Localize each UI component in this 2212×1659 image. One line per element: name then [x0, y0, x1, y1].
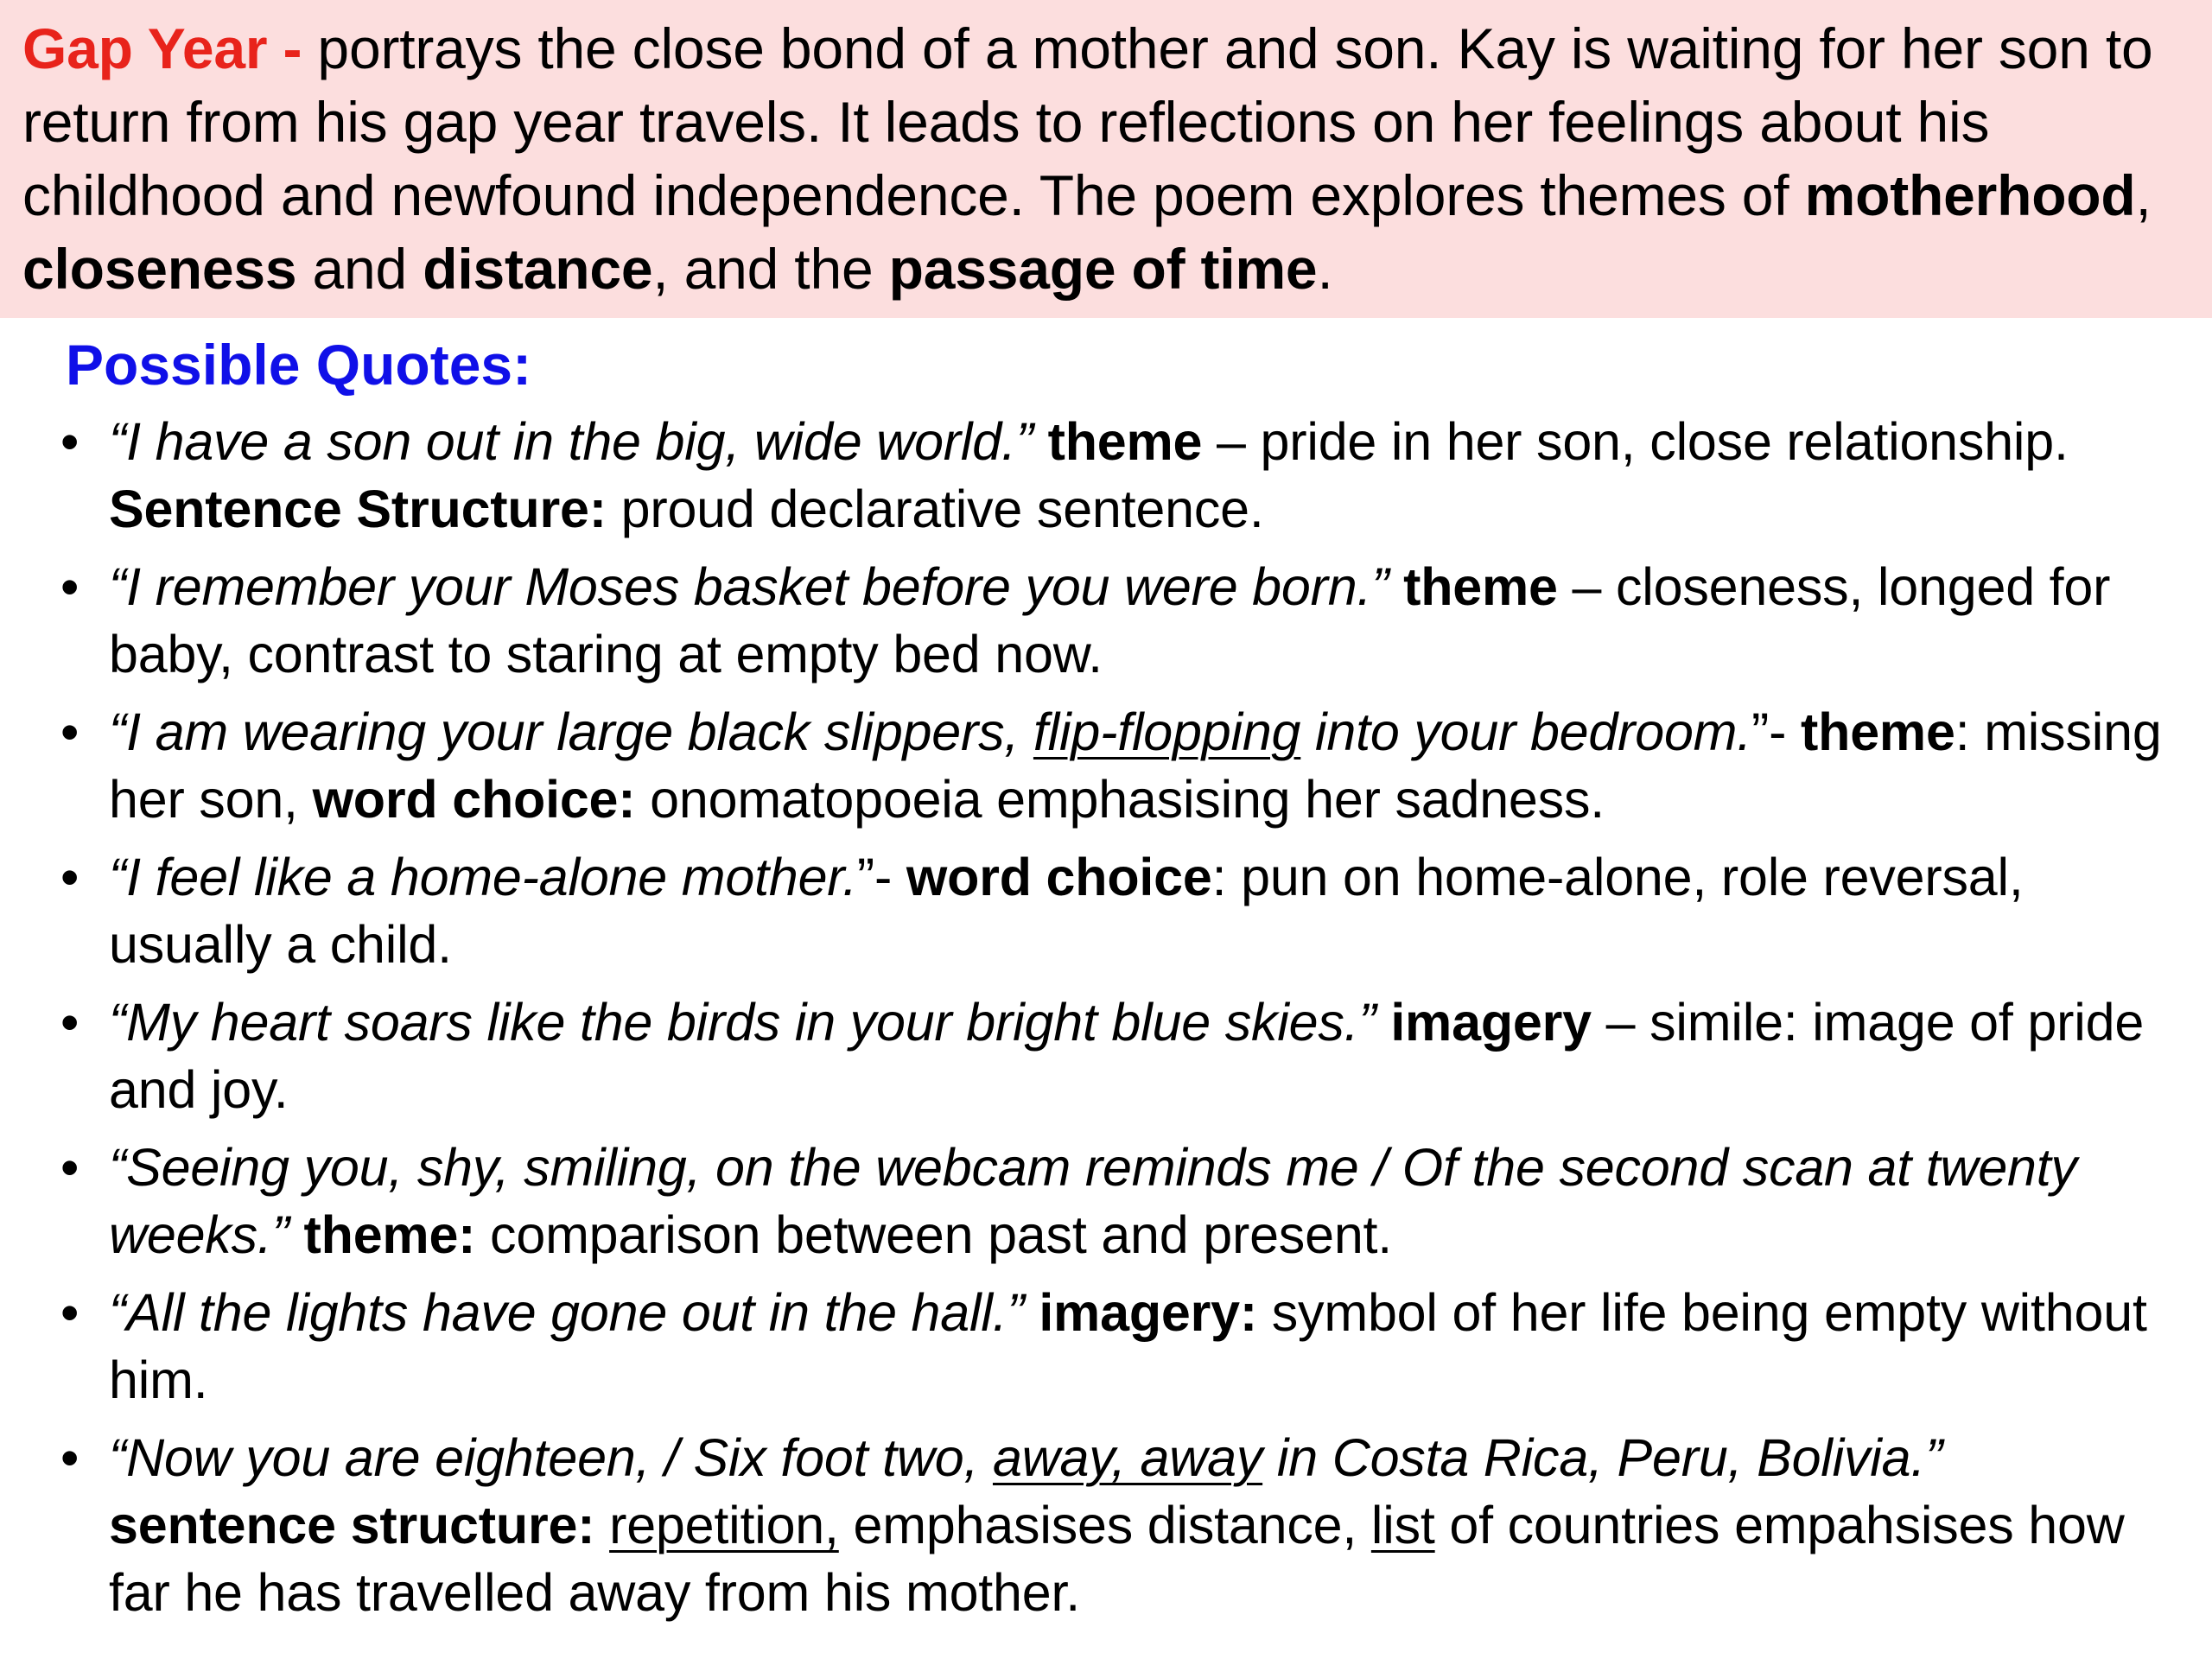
theme-closeness: closeness [22, 237, 297, 301]
bullet-icon: • [60, 702, 79, 761]
annotation-label: word choice: [312, 770, 636, 829]
annotation-underlined-word: repetition, [609, 1496, 839, 1554]
annotation-label: sentence structure: [109, 1496, 595, 1554]
annotation-text: of countries empahsises how far he has travelled away from his mother. [109, 1496, 2125, 1622]
annotation-label: imagery: [1039, 1283, 1257, 1342]
annotation-text: ”- [856, 848, 906, 906]
annotation-text: symbol of her life being empty without him. [109, 1283, 2147, 1409]
annotation-label: theme [1801, 702, 1955, 761]
annotation-text: proud declarative sentence. [606, 480, 1264, 538]
quote-text: into your bedroom. [1300, 702, 1752, 761]
spacer [1025, 1283, 1039, 1342]
intro-separator: , and the [652, 237, 889, 301]
bullet-icon: • [60, 1283, 79, 1342]
theme-distance: distance [423, 237, 653, 301]
quote-text: in Costa Rica, Peru, Bolivia.” [1262, 1428, 1943, 1487]
quotes-list [0, 408, 2195, 1637]
quote-text: “Now you are eighteen, / Six foot two, [109, 1428, 993, 1487]
annotation-label: theme [1047, 412, 1203, 471]
list-item [0, 553, 2195, 688]
list-item [0, 408, 2195, 543]
list-item [0, 1424, 2195, 1626]
bullet-icon: • [60, 1138, 79, 1197]
possible-quotes-heading: Possible Quotes: [66, 333, 532, 397]
annotation-label: theme [1403, 557, 1558, 616]
intro-separator: , [2135, 163, 2152, 227]
annotation-text: – pride in her son, close relationship. [1202, 412, 2069, 471]
bullet-icon: • [60, 557, 79, 616]
list-item [0, 1134, 2195, 1268]
annotation-text: emphasises distance, [838, 1496, 1371, 1554]
bullet-icon: • [60, 412, 79, 471]
annotation-text: : pun on home-alone, role reversal, usually a child. [109, 848, 2024, 974]
annotation-label: theme: [303, 1205, 476, 1264]
annotation-text: – simile: image of pride and joy. [109, 993, 2145, 1119]
annotation-label: word choice [906, 848, 1212, 906]
quote-text: “I remember your Moses basket before you were born.” [109, 557, 1389, 616]
annotation-text: ”- [1751, 702, 1802, 761]
annotation-text: : missing her son, [109, 702, 2162, 829]
quote-underlined-word: flip-flopping [1033, 702, 1301, 761]
bullet-icon: • [60, 848, 79, 906]
spacer [594, 1496, 609, 1554]
intro-separator: and [296, 237, 423, 301]
annotation-label: Sentence Structure: [109, 480, 607, 538]
list-item [0, 1279, 2195, 1414]
spacer [289, 1205, 304, 1264]
annotation-text: comparison between past and present. [475, 1205, 1393, 1264]
annotation-label: imagery [1390, 993, 1592, 1052]
quote-text: “My heart soars like the birds in your bright blue skies.” [109, 993, 1376, 1052]
poem-title: Gap Year - [22, 16, 302, 80]
theme-passage-of-time: passage of time [888, 237, 1318, 301]
annotation-text: – closeness, longed for baby, contrast to staring at empty bed now. [109, 557, 2111, 683]
spacer [1033, 412, 1048, 471]
quote-text: “All the lights have gone out in the hall.” [109, 1283, 1025, 1342]
bullet-icon: • [60, 1428, 79, 1487]
theme-motherhood: motherhood [1804, 163, 2136, 227]
quote-text: “I am wearing your large black slippers, [109, 702, 1033, 761]
intro-panel [0, 0, 2212, 318]
list-item [0, 843, 2195, 978]
quote-text: “I feel like a home-alone mother. [109, 848, 857, 906]
bullet-icon: • [60, 993, 79, 1052]
quote-underlined-word: away, away [992, 1428, 1263, 1487]
intro-end: . [1317, 237, 1333, 301]
spacer [1389, 557, 1403, 616]
annotation-underlined-word: list [1370, 1496, 1435, 1554]
annotation-text: onomatopoeia emphasising her sadness. [635, 770, 1605, 829]
quote-text: “I have a son out in the big, wide world.” [109, 412, 1033, 471]
list-item [0, 698, 2195, 833]
list-item [0, 988, 2195, 1123]
intro-text: portrays the close bond of a mother and son. Kay is waiting for her son to return from his gap year travels. It leads to reflections on her feelings about his childhood and newfound independence. The poem explores themes of [22, 16, 2153, 227]
quote-text: “Seeing you, shy, smiling, on the webcam reminds me / Of the second scan at twenty weeks.” [109, 1138, 2077, 1264]
spacer [1376, 993, 1391, 1052]
